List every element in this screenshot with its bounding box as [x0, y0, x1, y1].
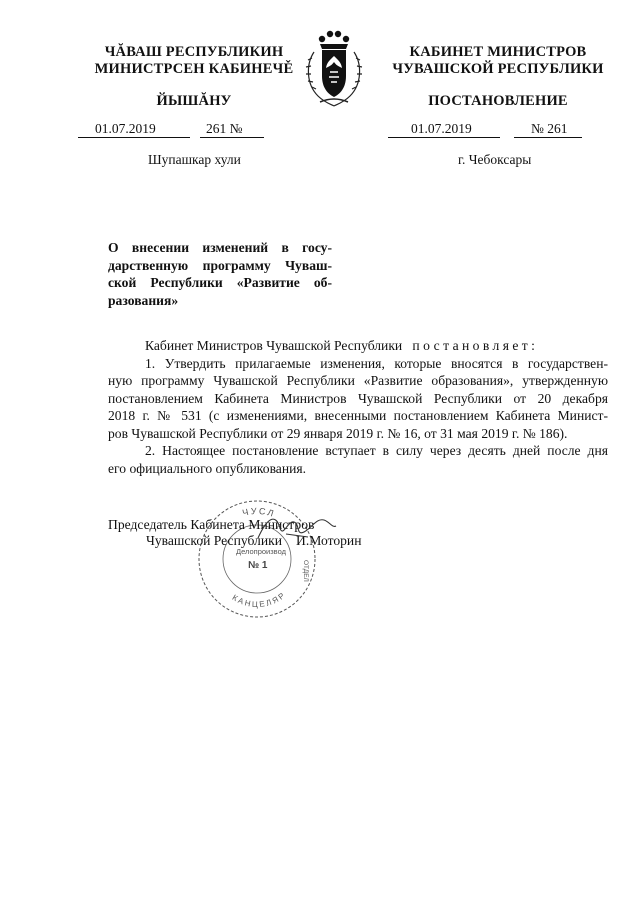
paragraph-1: [108, 355, 608, 443]
document-body: [108, 337, 608, 477]
preamble-spaced: постановляет:: [412, 338, 539, 353]
right-city: г. Чебоксары: [458, 152, 532, 167]
p1-line: ров Чувашской Республики от 29 января 2019 г. № 16, от 31 мая 2019 г. № 186).: [108, 425, 568, 441]
p1-line: ную программу Чувашской Республики «Развитие образования», утвержденную: [108, 373, 608, 388]
stamp-right-text: ОТДЕЛ: [302, 560, 309, 582]
title-line: ской Республики «Развитие об-: [108, 275, 332, 290]
paragraph-2: [108, 442, 608, 477]
signature-position-line1: Председатель Кабинета Министров: [108, 517, 315, 532]
header-right-org: [378, 44, 618, 78]
p1-line: 1. Утвердить прилагаемые изменения, которые вносятся в государствен-: [145, 355, 608, 371]
p2-line: его официального опубликования.: [108, 460, 307, 476]
header-left-org: [78, 44, 310, 78]
title-line: разования»: [108, 292, 179, 308]
header-right-line1: КАБИНЕТ МИНИСТРОВ: [409, 44, 587, 60]
left-number-underline: [200, 137, 264, 138]
stamp-bottom-text: КАНЦЕЛЯР: [230, 589, 288, 610]
stamp-inner-text: Делопроизвод: [236, 547, 286, 556]
chuvash-coat-of-arms-icon: [300, 22, 368, 112]
signature-position-line2: Чувашской Республики: [146, 533, 282, 548]
title-line: О внесении изменений в госу-: [108, 240, 332, 255]
title-line: дарственную программу Чуваш-: [108, 257, 332, 273]
preamble: [108, 337, 608, 355]
preamble-start: Кабинет Министров Чувашской Республики: [145, 338, 403, 353]
p1-line: 2018 г. № 531 (с изменениями, внесенными постановлением Кабинета Минист-: [108, 408, 608, 423]
p1-line: постановлением Кабинета Министров Чувашской Республики от 20 декабря: [108, 390, 608, 406]
header-right-line2: ЧУВАШСКОЙ РЕСПУБЛИКИ: [392, 61, 604, 77]
left-date-underline: [78, 137, 190, 138]
p2-line: 2. Настоящее постановление вступает в силу через десять дней после дня: [145, 443, 608, 458]
right-number: № 261: [531, 121, 568, 136]
stamp-top-text: ЧУСЛ: [241, 505, 277, 520]
left-city: Шупашкар хули: [148, 152, 241, 167]
handwritten-signature: [250, 508, 340, 548]
left-number: 261 №: [206, 121, 243, 136]
left-date: 01.07.2019: [95, 121, 156, 136]
right-date: 01.07.2019: [411, 121, 472, 136]
stamp-number: № 1: [248, 560, 268, 571]
header-left-line1: ЧĂВАШ РЕСПУБЛИКИН: [104, 44, 284, 60]
signature-name: И.Моторин: [296, 533, 362, 548]
right-number-underline: [514, 137, 582, 138]
header-right-doctype: ПОСТАНОВЛЕНИЕ: [428, 93, 568, 109]
header-left-doctype: ЙЫШĂНУ: [156, 93, 232, 109]
header-left-line2: МИНИСТРСЕН КАБИНЕЧĚ: [94, 61, 294, 77]
right-date-underline: [388, 137, 500, 138]
document-title: [108, 239, 332, 309]
